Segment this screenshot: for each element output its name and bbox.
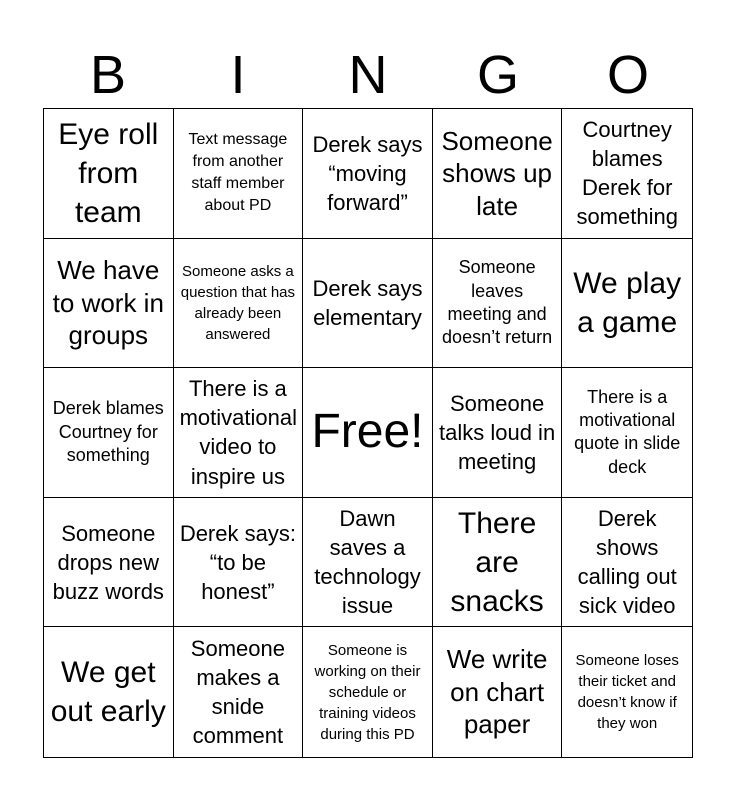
- bingo-cell-r2-c2-free[interactable]: [303, 368, 433, 498]
- header-letter-o: O: [606, 45, 649, 105]
- cell-text: Derek blames Courtney for something: [52, 398, 164, 466]
- bingo-cell-r0-c0[interactable]: [44, 109, 174, 239]
- cell-text: Derek says elementary: [312, 275, 423, 330]
- cell-text: Text message from another staff member about PD: [188, 131, 288, 215]
- cell-text: Dawn saves a technology issue: [314, 506, 421, 619]
- cell-text: Derek shows calling out sick video: [577, 506, 677, 619]
- bingo-cell-r3-c2[interactable]: [303, 498, 433, 628]
- free-space-label: Free!: [311, 405, 424, 459]
- bingo-cell-r1-c2[interactable]: [303, 239, 433, 369]
- cell-text: Someone leaves meeting and doesn’t return: [442, 257, 553, 348]
- bingo-board: [43, 108, 693, 758]
- cell-text: Someone talks loud in meeting: [439, 390, 556, 474]
- bingo-cell-r3-c4[interactable]: [562, 498, 692, 628]
- bingo-cell-r4-c3[interactable]: [433, 627, 563, 757]
- cell-text: Someone loses their ticket and doesn’t know if they won: [575, 652, 679, 733]
- bingo-cell-r4-c4[interactable]: [562, 627, 692, 757]
- cell-text: We get out early: [50, 656, 166, 729]
- bingo-cell-r0-c3[interactable]: [433, 109, 563, 239]
- cell-text: Courtney blames Derek for something: [576, 117, 678, 230]
- cell-text: We have to work in groups: [52, 255, 164, 351]
- bingo-header: [43, 40, 693, 108]
- cell-text: Someone makes a snide comment: [190, 636, 285, 749]
- cell-text: Someone asks a question that has already been answered: [180, 262, 296, 343]
- bingo-cell-r4-c2[interactable]: [303, 627, 433, 757]
- bingo-cell-r2-c3[interactable]: [433, 368, 563, 498]
- bingo-cell-r2-c0[interactable]: [44, 368, 174, 498]
- bingo-cell-r3-c3[interactable]: [433, 498, 563, 628]
- bingo-cell-r3-c0[interactable]: [44, 498, 174, 628]
- cell-text: There is a motivational video to inspire us: [179, 376, 297, 489]
- bingo-cell-r1-c4[interactable]: [562, 239, 692, 369]
- cell-text: Derek says: “to be honest”: [179, 520, 296, 604]
- cell-text: Eye roll from team: [58, 117, 159, 229]
- bingo-cell-r4-c0[interactable]: [44, 627, 174, 757]
- header-letter-i: I: [230, 45, 246, 105]
- bingo-cell-r0-c4[interactable]: [562, 109, 692, 239]
- cell-text: There are snacks: [450, 506, 544, 618]
- header-letter-n: N: [348, 45, 388, 105]
- header-letter-g: G: [476, 45, 519, 105]
- header-letter-b: B: [89, 45, 127, 105]
- cell-text: Someone is working on their schedule or training videos during this PD: [314, 641, 421, 743]
- bingo-cell-r0-c2[interactable]: [303, 109, 433, 239]
- cell-text: We play a game: [573, 266, 682, 339]
- cell-text: Someone drops new buzz words: [52, 520, 164, 604]
- bingo-cell-r3-c1[interactable]: [174, 498, 304, 628]
- bingo-cell-r0-c1[interactable]: [174, 109, 304, 239]
- cell-text: Derek says “moving forward”: [312, 131, 423, 215]
- bingo-cell-r1-c1[interactable]: [174, 239, 304, 369]
- bingo-cell-r2-c1[interactable]: [174, 368, 304, 498]
- bingo-cell-r1-c0[interactable]: [44, 239, 174, 369]
- cell-text: We write on chart paper: [446, 644, 548, 740]
- bingo-cell-r2-c4[interactable]: [562, 368, 692, 498]
- bingo-cell-r4-c1[interactable]: [174, 627, 304, 757]
- cell-text: There is a motivational quote in slide deck: [574, 386, 681, 477]
- cell-text: Someone shows up late: [441, 125, 553, 221]
- bingo-cell-r1-c3[interactable]: [433, 239, 563, 369]
